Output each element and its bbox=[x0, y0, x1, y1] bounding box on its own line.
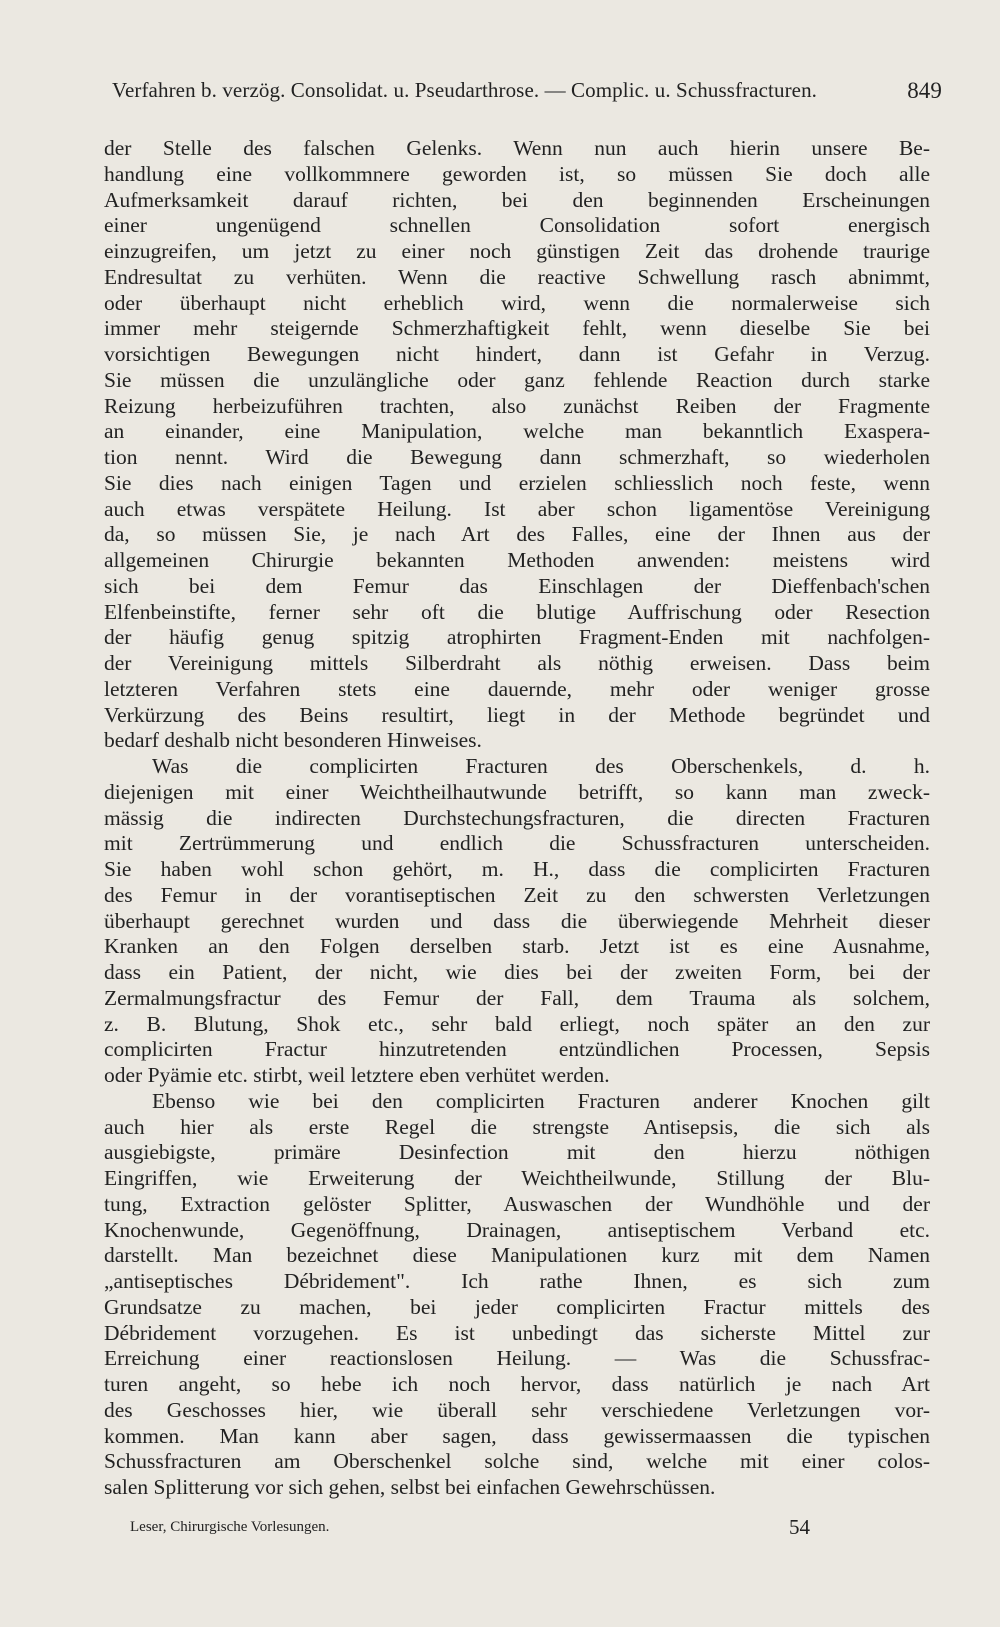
text-line: mit Zertrümmerung und endlich die Schussfracturen unterscheiden. bbox=[104, 831, 930, 856]
text-line: letzteren Verfahren stets eine dauernde, mehr oder weniger grosse bbox=[104, 676, 930, 701]
text-line: bedarf deshalb nicht besonderen Hinweises. bbox=[104, 728, 482, 753]
signature-mark: 54 bbox=[789, 1515, 810, 1539]
text-line: Ebenso wie bei den complicirten Fracturen anderer Knochen gilt bbox=[152, 1088, 930, 1113]
text-line: Zermalmungsfractur des Femur der Fall, dem Trauma als solchem, bbox=[104, 985, 930, 1010]
text-line: der Stelle des falschen Gelenks. Wenn nun auch hierin unsere Be- bbox=[104, 136, 930, 160]
page-number: 849 bbox=[907, 78, 942, 103]
text-line: diejenigen mit einer Weichtheilhautwunde betrifft, so kann man zweck- bbox=[104, 779, 930, 804]
text-line: Reizung herbeizuführen trachten, also zunächst Reiben der Fragmente bbox=[104, 393, 930, 418]
text-line: Schussfracturen am Oberschenkel solche sind, welche mit einer colos- bbox=[104, 1449, 930, 1474]
text-line: Was die complicirten Fracturen des Oberschenkels, d. h. bbox=[152, 754, 930, 778]
text-line: oder überhaupt nicht erheblich wird, wenn die normalerweise sich bbox=[104, 290, 930, 315]
text-line: dass ein Patient, der nicht, wie dies bei der zweiten Form, bei der bbox=[104, 960, 930, 984]
text-line: Sie müssen die unzulängliche oder ganz fehlende Reaction durch starke bbox=[104, 367, 930, 392]
text-line: Knochenwunde, Gegenöffnung, Drainagen, antiseptischem Verband etc. bbox=[104, 1217, 930, 1242]
text-line: auch etwas verspätete Heilung. Ist aber schon ligamentöse Vereinigung bbox=[104, 496, 930, 521]
text-line: Aufmerksamkeit darauf richten, bei den beginnenden Erscheinungen bbox=[104, 187, 930, 212]
text-line: da, so müssen Sie, je nach Art des Falles, eine der Ihnen aus der bbox=[104, 522, 930, 547]
text-line: einzugreifen, um jetzt zu einer noch günstigen Zeit das drohende traurige bbox=[104, 239, 930, 263]
running-header bbox=[112, 78, 942, 103]
text-line: handlung eine vollkommnere geworden ist, so müssen Sie doch alle bbox=[104, 161, 930, 186]
text-line: der Vereinigung mittels Silberdraht als nöthig erweisen. Dass beim bbox=[104, 651, 930, 675]
text-line: Endresultat zu verhüten. Wenn die reactive Schwellung rasch abnimmt, bbox=[104, 264, 930, 289]
text-line: turen angeht, so hebe ich noch hervor, dass natürlich je nach Art bbox=[104, 1372, 930, 1396]
text-line: immer mehr steigernde Schmerzhaftigkeit fehlt, wenn dieselbe Sie bei bbox=[104, 316, 930, 341]
text-line: einer ungenügend schnellen Consolidation sofort energisch bbox=[104, 213, 930, 238]
text-line: Sie haben wohl schon gehört, m. H., dass die complicirten Fracturen bbox=[104, 857, 930, 881]
running-title: Verfahren b. verzög. Consolidat. u. Pseudarthrose. — Complic. u. Schussfracturen. bbox=[112, 78, 818, 102]
text-line: Verkürzung des Beins resultirt, liegt in der Methode begründet und bbox=[104, 702, 930, 727]
text-line: Kranken an den Folgen derselben starb. Jetzt ist es eine Ausnahme, bbox=[104, 934, 930, 959]
text-line: Erreichung einer reactionslosen Heilung. — Was die Schussfrac- bbox=[104, 1346, 930, 1371]
text-line: oder Pyämie etc. stirbt, weil letztere eben verhütet werden. bbox=[104, 1063, 610, 1087]
text-line: salen Splitterung vor sich gehen, selbst bei einfachen Gewehrschüssen. bbox=[104, 1475, 716, 1499]
text-line: kommen. Man kann aber sagen, dass gewissermaassen die typischen bbox=[104, 1423, 930, 1448]
text-line: an einander, eine Manipulation, welche man bekanntlich Exaspera- bbox=[104, 419, 930, 444]
text-line: allgemeinen Chirurgie bekannten Methoden anwenden: meistens wird bbox=[104, 548, 930, 572]
text-line: Eingriffen, wie Erweiterung der Weichtheilwunde, Stillung der Blu- bbox=[104, 1166, 930, 1190]
text-line: des Geschosses hier, wie überall sehr verschiedene Verletzungen vor- bbox=[104, 1397, 930, 1422]
body-text bbox=[104, 136, 930, 1501]
text-line: überhaupt gerechnet wurden und dass die überwiegende Mehrheit dieser bbox=[104, 908, 930, 933]
text-line: tung, Extraction gelöster Splitter, Auswaschen der Wundhöhle und der bbox=[104, 1191, 930, 1216]
text-line: darstellt. Man bezeichnet diese Manipulationen kurz mit dem Namen bbox=[104, 1243, 930, 1268]
text-line: der häufig genug spitzig atrophirten Fragment-Enden mit nachfolgen- bbox=[104, 625, 930, 650]
text-line: des Femur in der vorantiseptischen Zeit zu den schwersten Verletzungen bbox=[104, 882, 930, 907]
page-footer bbox=[130, 1515, 810, 1539]
text-line: Débridement vorzugehen. Es ist unbedingt das sicherste Mittel zur bbox=[104, 1320, 930, 1345]
text-line: vorsichtigen Bewegungen nicht hindert, dann ist Gefahr in Verzug. bbox=[104, 342, 930, 366]
text-line: ausgiebigste, primäre Desinfection mit den hierzu nöthigen bbox=[104, 1140, 930, 1165]
text-line: auch hier als erste Regel die strengste Antisepsis, die sich als bbox=[104, 1114, 930, 1139]
text-line: Grundsatze zu machen, bei jeder complicirten Fractur mittels des bbox=[104, 1294, 930, 1319]
text-line: mässig die indirecten Durchstechungsfracturen, die directen Fracturen bbox=[104, 805, 930, 830]
text-line: Elfenbeinstifte, ferner sehr oft die blutige Auffrischung oder Resection bbox=[104, 599, 930, 624]
text-line: z. B. Blutung, Shok etc., sehr bald erliegt, noch später an den zur bbox=[104, 1011, 930, 1036]
text-line: Sie dies nach einigen Tagen und erzielen schliesslich noch feste, wenn bbox=[104, 470, 930, 495]
footer-source: Leser, Chirurgische Vorlesungen. bbox=[130, 1519, 330, 1535]
text-line: „antiseptisches Débridement". Ich rathe Ihnen, es sich zum bbox=[104, 1269, 930, 1293]
text-line: tion nennt. Wird die Bewegung dann schmerzhaft, so wiederholen bbox=[104, 445, 930, 469]
text-line: complicirten Fractur hinzutretenden entzündlichen Processen, Sepsis bbox=[104, 1037, 930, 1062]
text-line: sich bei dem Femur das Einschlagen der Dieffenbach'schen bbox=[104, 573, 930, 598]
